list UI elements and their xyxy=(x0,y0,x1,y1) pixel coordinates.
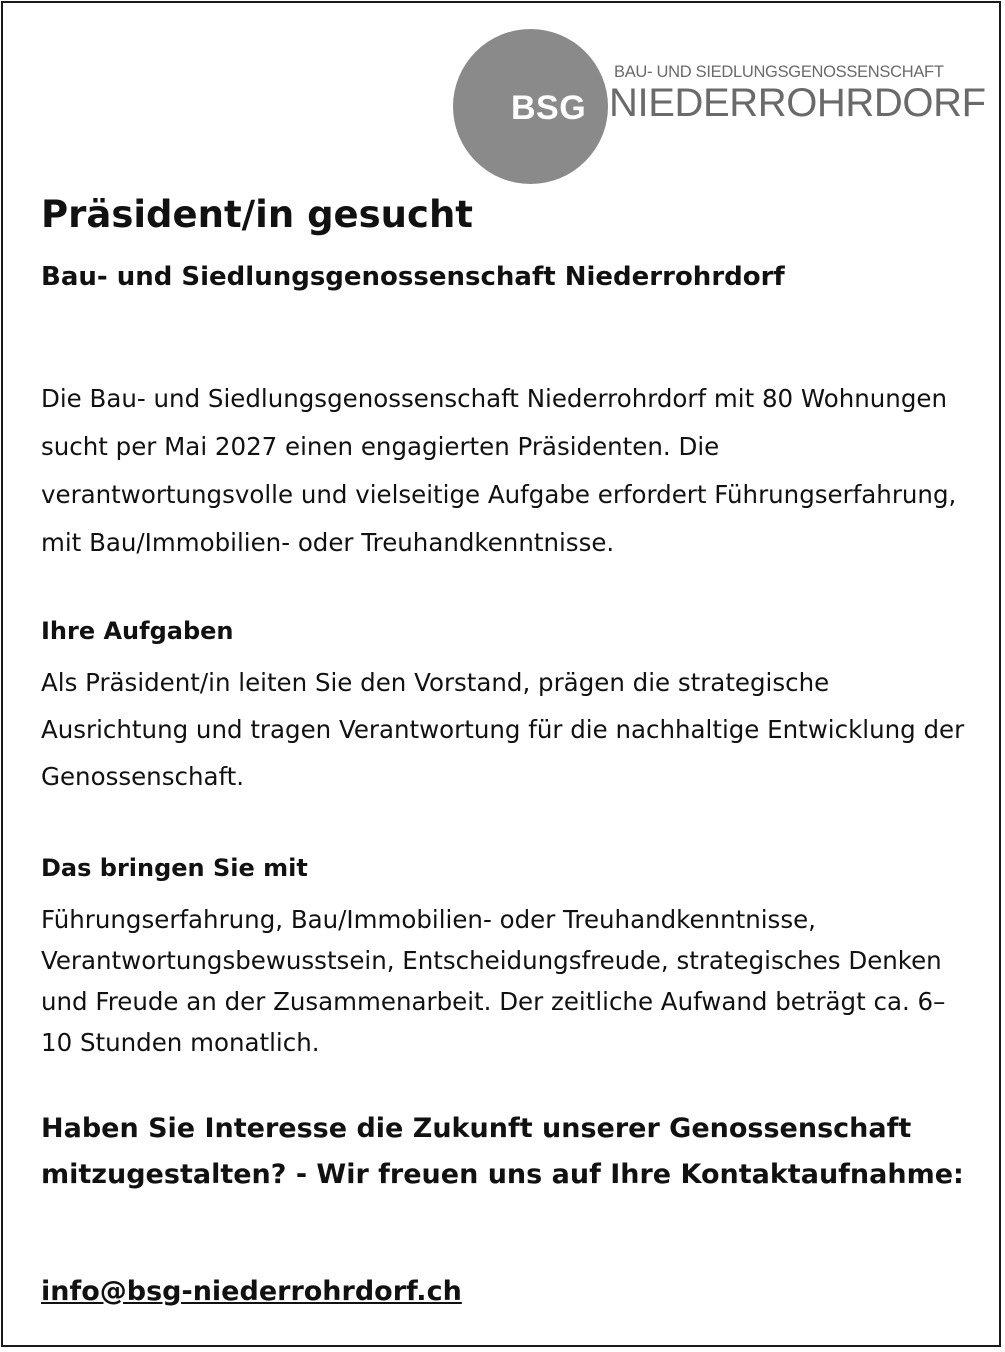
page-subtitle: Bau- und Siedlungsgenossenschaft Niederrohrdorf xyxy=(41,262,785,292)
page-title: Präsident/in gesucht xyxy=(41,193,473,236)
contact-email-link[interactable]: info@bsg-niederrohrdorf.ch xyxy=(41,1276,462,1307)
section-heading-aufgaben: Ihre Aufgaben xyxy=(41,617,234,645)
ad-frame xyxy=(1,1,1001,1347)
call-to-action: Haben Sie Interesse die Zukunft unserer Genossenschaft mitzugestalten? - Wir freuen uns auf Ihre Kontaktaufnahme: xyxy=(41,1113,964,1190)
section-text-aufgaben: Als Präsident/in leiten Sie den Vorstand, prägen die strategische Ausrichtung und tragen Verantwortung für die nachhaltige Entwicklung der Genossenschaft. xyxy=(41,668,965,791)
logo-organisation-line: BAU- UND SIEDLUNGSGENOSSENSCHAFT xyxy=(614,63,944,81)
section-heading-mitbringen: Das bringen Sie mit xyxy=(41,854,308,882)
intro-paragraph: Die Bau- und Siedlungsgenossenschaft Niederrohrdorf mit 80 Wohnungen sucht per Mai 2027 einen engagierten Präsidenten. Die verantwortungsvolle und vielseitige Aufgabe erfordert Führungserfahrung, mit Bau/Immobilien- oder Treuhandkenntnisse. xyxy=(41,384,957,557)
logo-abbreviation: BSG xyxy=(511,89,587,127)
section-text-mitbringen: Führungserfahrung, Bau/Immobilien- oder Treuhandkenntnisse, Verantwortungsbewusstsein, Entscheidungsfreude, strategisches Denken und Freude an der Zusammenarbeit. Der zeitliche Aufwand beträgt ca. 6–10 Stunden monatlich. xyxy=(41,905,946,1057)
logo-place-name: NIEDERROHRDORF xyxy=(609,81,986,125)
bsg-logo xyxy=(453,29,993,184)
